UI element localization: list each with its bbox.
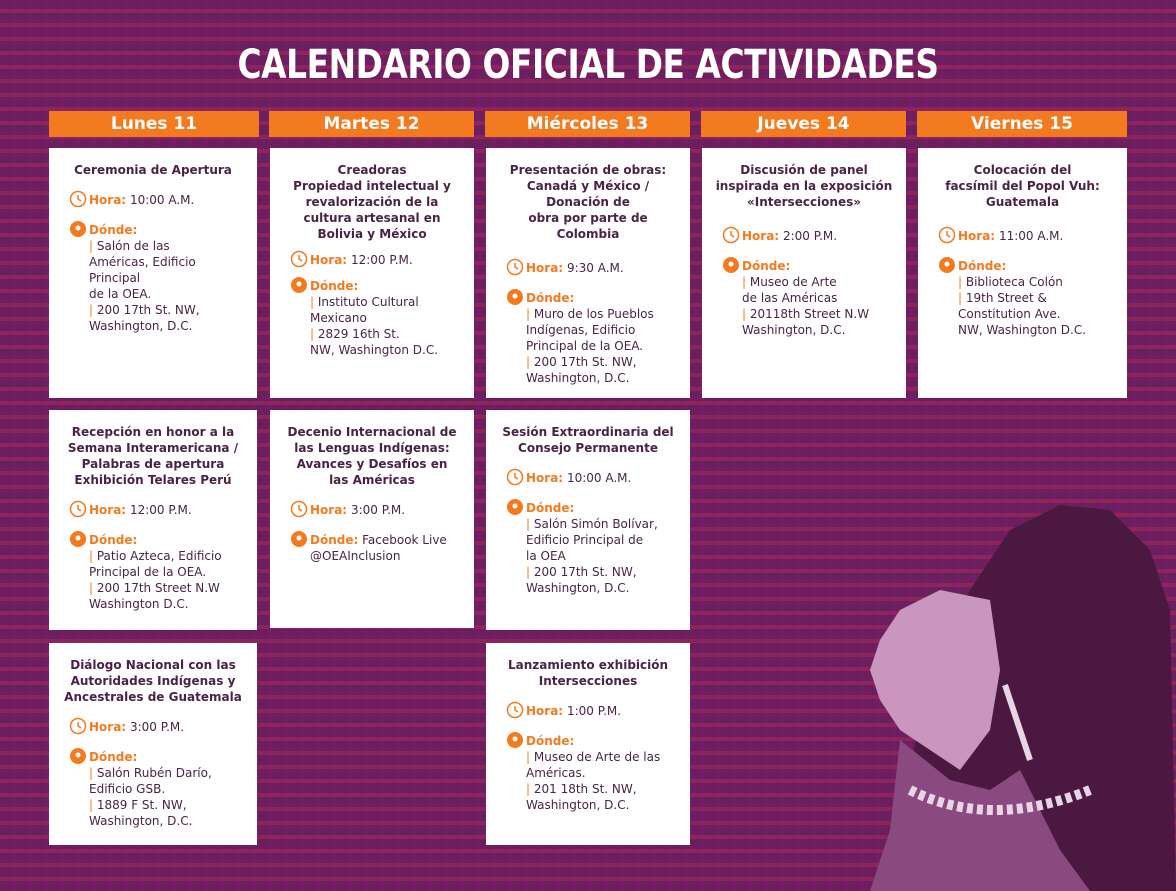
location-pin-icon xyxy=(506,731,524,749)
location-pin-icon xyxy=(69,747,87,765)
clock-icon xyxy=(69,190,87,208)
event-title: Creadoras Propiedad intelectual y revalorización de la cultura artesanal en Bolivia y México xyxy=(293,163,451,241)
event-title: Discusión de panel inspirada en la exposición «Intersecciones» xyxy=(715,163,893,209)
event-location: Dónde: | Museo de Arte de las Américas. | 201 18th St. NW, Washington, D.C. xyxy=(496,733,680,813)
clock-icon xyxy=(69,500,87,518)
event-location: Dónde: | Muro de los Pueblos Indígenas, Edificio Principal de la OEA. | 200 17th St. NW, Washington, D.C. xyxy=(496,290,680,386)
event-time: Hora: 2:00 P.M. xyxy=(712,228,896,244)
event-time: Hora: 3:00 P.M. xyxy=(280,502,464,518)
clock-icon xyxy=(290,250,308,268)
event-card-presentacion-obras xyxy=(486,148,690,398)
event-location: Dónde: | Biblioteca Colón | 19th Street & Constitution Ave. NW, Washington D.C. xyxy=(928,258,1117,338)
clock-icon xyxy=(69,717,87,735)
location-pin-icon xyxy=(506,498,524,516)
clock-icon xyxy=(506,258,524,276)
event-card-sesion-extraordinaria xyxy=(486,410,690,630)
event-card-reception xyxy=(49,410,257,630)
clock-icon xyxy=(506,468,524,486)
event-location: Dónde: | Museo de Arte de las Américas | 20118th Street N.W Washington, D.C. xyxy=(712,258,896,338)
event-title: Colocación del facsímil del Popol Vuh: Guatemala xyxy=(945,163,1100,209)
event-title: Sesión Extraordinaria del Consejo Permanente xyxy=(502,425,674,455)
event-time: Hora: 3:00 P.M. xyxy=(59,719,247,735)
location-pin-icon xyxy=(69,220,87,238)
event-card-opening-ceremony xyxy=(49,148,257,398)
event-card-creadoras xyxy=(270,148,474,398)
event-location: Dónde: | Patio Azteca, Edificio Principal de la OEA. | 200 17th Street N.W Washington D.C. xyxy=(59,532,247,612)
day-header-thursday: Jueves 14 xyxy=(701,111,906,137)
clock-icon xyxy=(290,500,308,518)
event-time: Hora: 12:00 P.M. xyxy=(280,252,464,268)
event-title: Diálogo Nacional con las Autoridades Indígenas y Ancestrales de Guatemala xyxy=(64,658,242,704)
event-location: Dónde: Facebook Live @OEAInclusion xyxy=(280,532,464,564)
location-pin-icon xyxy=(69,530,87,548)
location-pin-icon xyxy=(722,256,740,274)
clock-icon xyxy=(506,701,524,719)
event-title: Presentación de obras: Canadá y México / Donación de obra por parte de Colombia xyxy=(509,163,667,241)
woman-portrait-image xyxy=(760,470,1176,891)
event-location: Dónde: | Salón Rubén Darío, Edificio GSB. | 1889 F St. NW, Washington, D.C. xyxy=(59,749,247,829)
location-pin-icon xyxy=(290,530,308,548)
event-title: Recepción en honor a la Semana Interamericana / Palabras de apertura Exhibición Telares Perú xyxy=(67,425,239,487)
event-card-panel-discussion xyxy=(702,148,906,398)
location-pin-icon xyxy=(506,288,524,306)
event-location: Dónde: | Salón de las Américas, Edificio Principal de la OEA. | 200 17th St. NW, Washington, D.C. xyxy=(59,222,247,334)
event-time: Hora: 10:00 A.M. xyxy=(496,470,680,486)
location-pin-icon xyxy=(290,276,308,294)
event-time: Hora: 11:00 A.M. xyxy=(928,228,1117,244)
event-time: Hora: 9:30 A.M. xyxy=(496,260,680,276)
event-card-national-dialogue xyxy=(49,643,257,845)
day-header-monday: Lunes 11 xyxy=(49,111,259,137)
event-title: Decenio Internacional de las Lenguas Indígenas: Avances y Desafíos en las Américas xyxy=(287,425,457,487)
event-location: Dónde: | Salón Simón Bolívar, Edificio Principal de la OEA | 200 17th St. NW, Washington, D.C. xyxy=(496,500,680,596)
day-header-tuesday: Martes 12 xyxy=(269,111,474,137)
event-time: Hora: 10:00 A.M. xyxy=(59,192,247,208)
event-card-decenio xyxy=(270,410,474,628)
event-card-popol-vuh xyxy=(918,148,1127,398)
event-time: Hora: 1:00 P.M. xyxy=(496,703,680,719)
location-pin-icon xyxy=(938,256,956,274)
event-location: Dónde: | Instituto Cultural Mexicano | 2829 16th St. NW, Washington D.C. xyxy=(280,278,464,358)
event-title: Ceremonia de Apertura xyxy=(74,163,232,177)
day-header-friday: Viernes 15 xyxy=(917,111,1127,137)
event-card-lanzamiento xyxy=(486,643,690,845)
event-title: Lanzamiento exhibición Intersecciones xyxy=(507,658,669,688)
event-time: Hora: 12:00 P.M. xyxy=(59,502,247,518)
clock-icon xyxy=(722,226,740,244)
day-header-wednesday: Miércoles 13 xyxy=(485,111,690,137)
clock-icon xyxy=(938,226,956,244)
page-title: CALENDARIO OFICIAL DE ACTIVIDADES xyxy=(237,42,939,88)
